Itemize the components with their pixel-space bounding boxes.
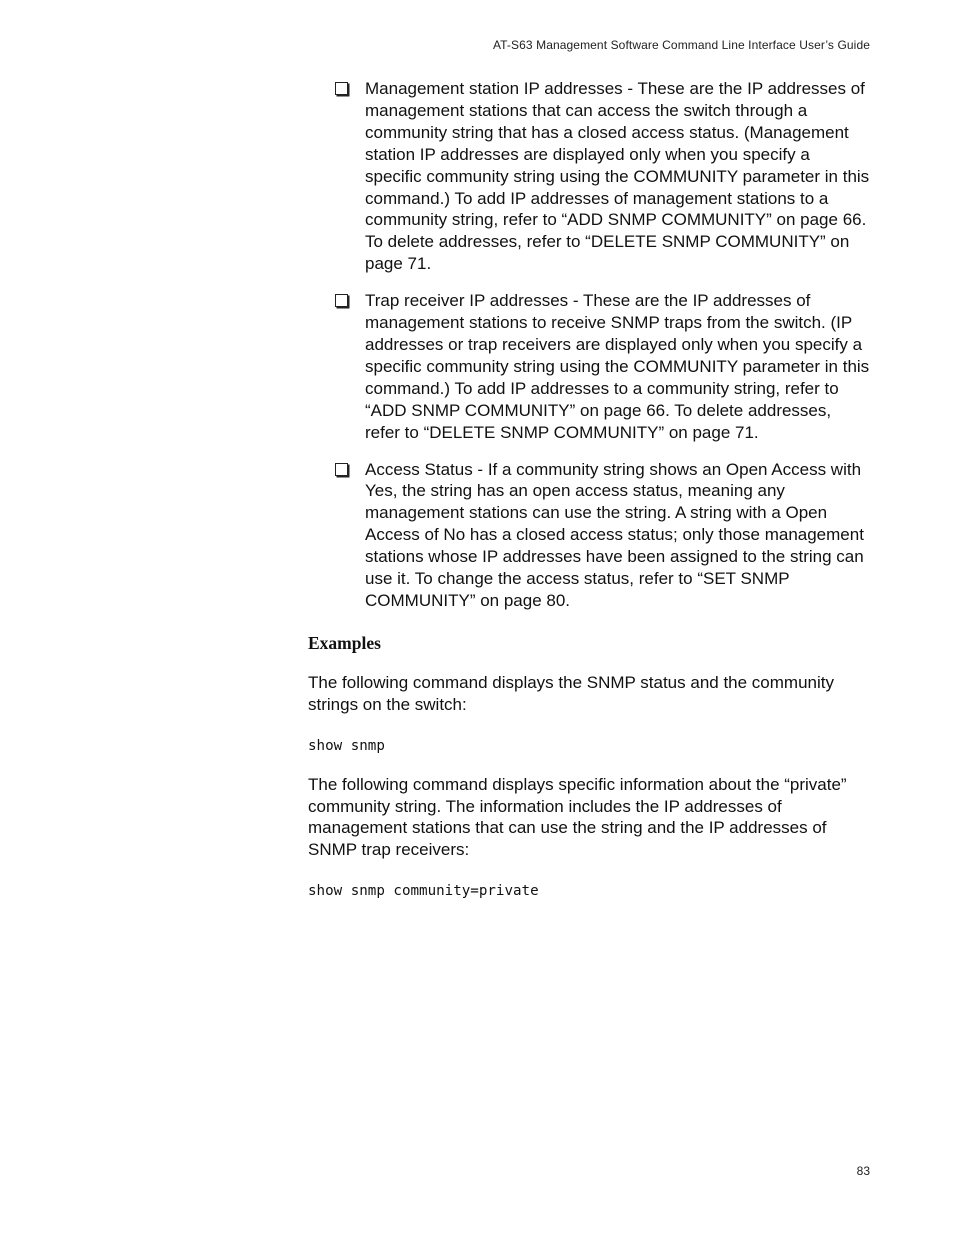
list-item bbox=[335, 459, 870, 612]
example-description: The following command displays the SNMP status and the community strings on the switch: bbox=[308, 672, 834, 714]
list-item-text: Access Status - If a community string shows an Open Access with Yes, the string has an open access status, meaning any management stations can use the string. A string with a Open Access of No has a closed access status; only those management stations whose IP addresses have been assigned to the string can use it. To change the access status, refer to “SET SNMP COMMUNITY” on page 80. bbox=[365, 459, 864, 610]
list-item bbox=[335, 290, 870, 443]
checkbox-bullet-icon bbox=[335, 294, 348, 307]
running-header: AT-S63 Management Software Command Line Interface User’s Guide bbox=[492, 38, 870, 52]
example-description: The following command displays specific information about the “private” community string. The information includes the IP addresses of management stations that can use the string and the IP addresses of SNMP trap receivers: bbox=[308, 774, 847, 860]
code-example: show snmp bbox=[308, 737, 385, 754]
list-item-text: Trap receiver IP addresses - These are the IP addresses of management stations to receive SNMP traps from the switch. (IP addresses or trap receivers are displayed only when you specify a specific community string using the COMMUNITY parameter in this command.) To add IP addresses to a community string, refer to “ADD SNMP COMMUNITY” on page 66. To delete addresses, refer to “DELETE SNMP COMMUNITY” on page 71. bbox=[365, 291, 870, 442]
checkbox-bullet-icon bbox=[335, 82, 348, 95]
examples-heading: Examples bbox=[308, 632, 381, 653]
code-example: show snmp community=private bbox=[308, 883, 539, 900]
bullet-list bbox=[308, 78, 870, 612]
checkbox-bullet-icon bbox=[335, 463, 348, 476]
list-item bbox=[335, 78, 870, 275]
list-item-text: Management station IP addresses - These are the IP addresses of management stations that can access the switch through a community string that has a closed access status. (Management station IP addresses are displayed only when you specify a specific community string using the COMMUNITY parameter in this command.) To add IP addresses of management stations to a community string, refer to “ADD SNMP COMMUNITY” on page 66. To delete addresses, refer to “DELETE SNMP COMMUNITY” on page 71. bbox=[365, 79, 870, 274]
page-number: 83 bbox=[856, 1164, 870, 1178]
page-content bbox=[308, 78, 870, 901]
